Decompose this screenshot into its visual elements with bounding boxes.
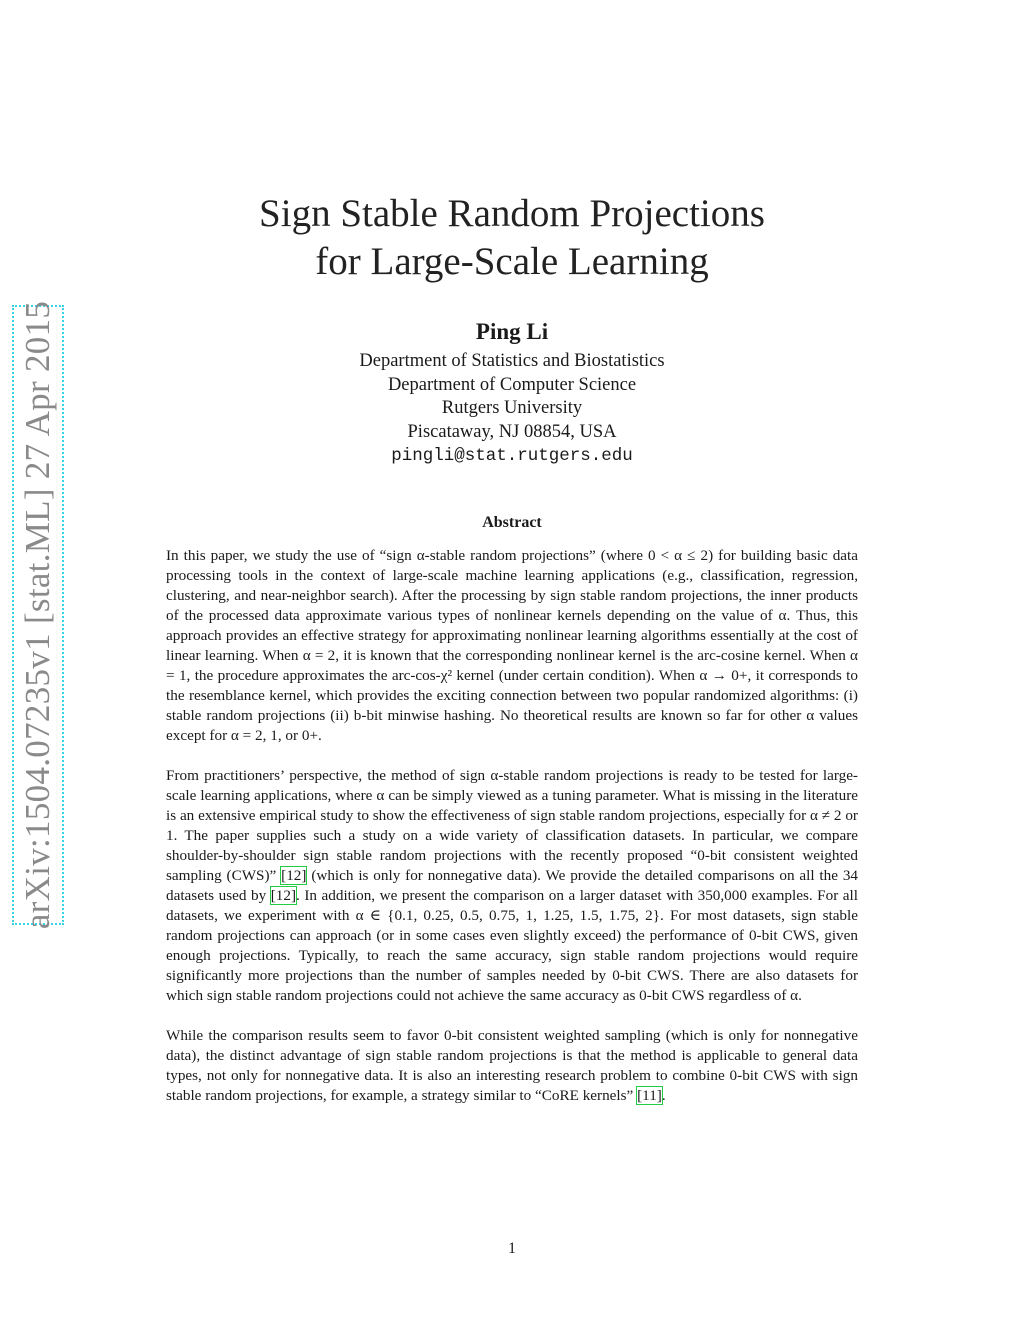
affiliation-line: Department of Statistics and Biostatistics xyxy=(359,351,665,371)
citation-link-11[interactable]: [11] xyxy=(637,1087,662,1104)
paragraph-text: (which is only for nonnegative data). We provide the detailed comparisons on all the 34 datasets used by xyxy=(166,867,859,904)
paragraph-text: From practitioners’ perspective, the method of sign α-stable random projections is ready to be tested for large-scale learning applications, where α can be simply viewed as a tuning parameter. What is missing in the literature is an extensive empirical study to show the effectiveness of sign stable random projections, especially for α ≠ 2 or 1. The paper supplies such a study on a wide variety of classification datasets. In particular, we compare shoulder-by-shoulder sign stable random projections with the recently proposed “0-bit consistent weighted sampling (CWS)” xyxy=(166,767,858,884)
affiliation-line: Rutgers University xyxy=(441,398,583,418)
paper-title xyxy=(0,190,1024,286)
title-line-1: Sign Stable Random Projections xyxy=(259,192,765,235)
author-name: Ping Li xyxy=(475,319,549,344)
affiliation-line: Piscataway, NJ 08854, USA xyxy=(407,421,617,442)
citation-link-12[interactable]: [12] xyxy=(281,867,307,884)
author-email[interactable]: pingli@stat.rutgers.edu xyxy=(391,446,633,466)
citation-link-12[interactable]: [12] xyxy=(270,887,297,904)
abstract-paragraph-1: In this paper, we study the use of “sign α-stable random projections” (where 0 < α ≤ 2) for building basic data processing tools in the context of large-scale machine learning applications (e.g., classification, regression, clustering, and near-neighbor search). After the processing by sign stable random projections, the inner products of the processed data approximate various types of nonlinear kernels depending on the value of α. Thus, this approach provides an effective strategy for approximating nonlinear learning algorithms essentially at the cost of linear learning. When α = 2, it is known that the corresponding nonlinear kernel is the arc-cosine kernel. When α = 1, the procedure approximates the arc-cos-χ² kernel (under certain condition). When α → 0+, it corresponds to the resemblance kernel, which provides the exciting connection between two popular randomized algorithms: (i) stable random projections (ii) b-bit minwise hashing. No theoretical results are known so far for other α values except for α = 2, 1, or 0+. xyxy=(166,547,858,744)
arxiv-identifier-text[interactable]: arXiv:1504.07235v1 [stat.ML] 27 Apr 2015 xyxy=(18,300,57,930)
paragraph-text: . In addition, we present the comparison on a larger dataset with 350,000 examples. For all datasets, we experiment with α ∈ {0.1, 0.25, 0.5, 0.75, 1, 1.25, 1.5, 1.75, 2}. For most datasets, sign stable random projections can approach (or in some cases even slightly exceed) the performance of 0-bit CWS, given enough projections. Typically, to reach the same accuracy, sign stable random projections would require significantly more projections than the number of samples needed by 0-bit CWS. There are also datasets for which sign stable random projections could not achieve the same accuracy as 0-bit CWS regardless of α. xyxy=(166,887,858,1004)
affiliation-line: Department of Computer Science xyxy=(387,374,637,395)
paragraph-text: While the comparison results seem to favor 0-bit consistent weighted sampling (which is only for nonnegative data), the distinct advantage of sign stable random projections is that the method is applicable to general data types, not only for nonnegative data. It is also an interesting research problem to combine 0-bit CWS with sign stable random projections, for example, a strategy similar to “CoRE kernels” xyxy=(166,1027,858,1104)
title-line-2: for Large-Scale Learning xyxy=(315,240,709,283)
author-block xyxy=(0,316,1024,468)
abstract-paragraph-3 xyxy=(166,1026,858,1106)
abstract-heading: Abstract xyxy=(482,514,542,531)
paragraph-text: . xyxy=(661,1087,666,1104)
abstract-paragraph-2 xyxy=(166,766,858,1006)
abstract-body xyxy=(166,546,858,1126)
page-number: 1 xyxy=(508,1240,516,1257)
